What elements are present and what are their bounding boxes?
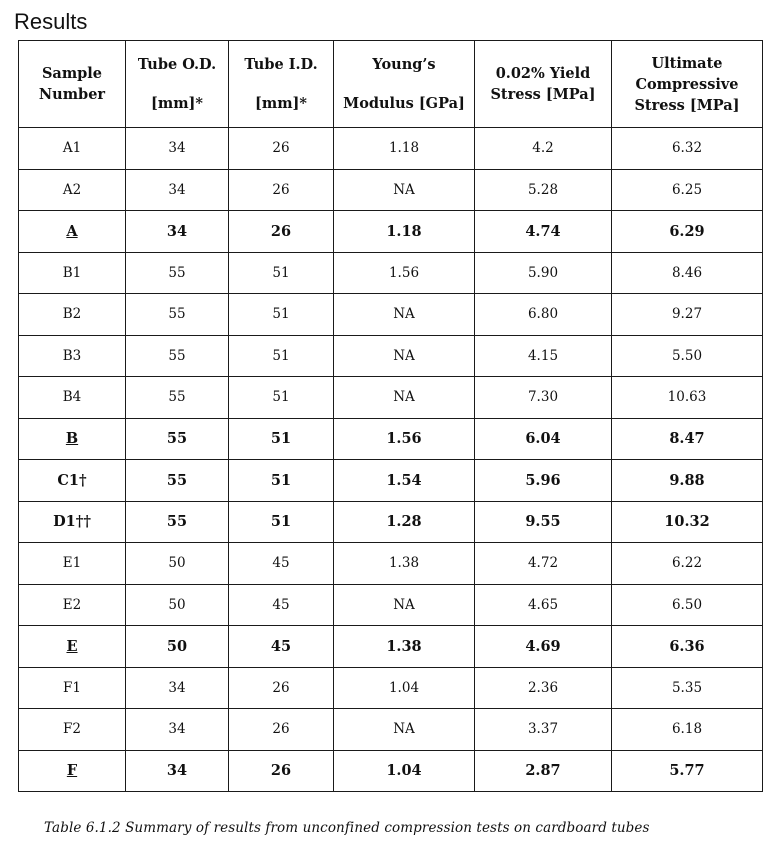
column-header-sample-number [19, 41, 126, 128]
od-cell: 34 [126, 169, 229, 211]
table-row [19, 709, 763, 751]
modulus-cell: 1.28 [334, 501, 475, 543]
od-cell: 55 [126, 294, 229, 336]
modulus-cell: 1.56 [334, 252, 475, 294]
ultimate-cell: 8.46 [612, 252, 763, 294]
yield-cell: 6.04 [475, 418, 612, 460]
modulus-cell: NA [334, 169, 475, 211]
column-header-line: Tube I.D. [244, 56, 318, 73]
modulus-cell: NA [334, 294, 475, 336]
id-cell: 51 [229, 335, 334, 377]
yield-cell: 4.74 [475, 211, 612, 253]
table-row [19, 377, 763, 419]
yield-cell: 3.37 [475, 709, 612, 751]
modulus-cell: 1.56 [334, 418, 475, 460]
id-cell: 51 [229, 252, 334, 294]
yield-cell: 5.96 [475, 460, 612, 502]
od-cell: 55 [126, 418, 229, 460]
id-cell: 51 [229, 501, 334, 543]
table-row [19, 501, 763, 543]
id-cell: 26 [229, 750, 334, 792]
sample-cell: B4 [19, 377, 126, 419]
table-row [19, 169, 763, 211]
od-cell: 34 [126, 750, 229, 792]
yield-cell: 4.2 [475, 128, 612, 170]
modulus-cell: 1.18 [334, 211, 475, 253]
ultimate-cell: 9.27 [612, 294, 763, 336]
od-cell: 55 [126, 501, 229, 543]
section-heading: Results [14, 9, 88, 34]
od-cell: 55 [126, 252, 229, 294]
table-row [19, 128, 763, 170]
id-cell: 26 [229, 169, 334, 211]
od-cell: 34 [126, 128, 229, 170]
modulus-cell: 1.04 [334, 750, 475, 792]
table-row [19, 626, 763, 668]
yield-cell: 5.90 [475, 252, 612, 294]
yield-cell: 9.55 [475, 501, 612, 543]
sample-cell: C1† [19, 460, 126, 502]
column-header-yield-stress [475, 41, 612, 128]
sample-cell: E2 [19, 584, 126, 626]
modulus-cell: NA [334, 377, 475, 419]
ultimate-cell: 9.88 [612, 460, 763, 502]
sample-cell: A1 [19, 128, 126, 170]
modulus-cell: 1.54 [334, 460, 475, 502]
table-row [19, 252, 763, 294]
sample-cell: A2 [19, 169, 126, 211]
table-row [19, 543, 763, 585]
table-row [19, 584, 763, 626]
column-header-line: Sample [41, 65, 103, 82]
ultimate-cell: 6.32 [612, 128, 763, 170]
column-header-line: 0.02% Yield [495, 65, 591, 82]
sample-cell: E1 [19, 543, 126, 585]
od-cell: 50 [126, 543, 229, 585]
table-row [19, 418, 763, 460]
od-cell: 34 [126, 667, 229, 709]
yield-cell: 4.72 [475, 543, 612, 585]
column-header-line: [mm]* [255, 95, 307, 112]
modulus-cell: 1.38 [334, 626, 475, 668]
yield-cell: 4.69 [475, 626, 612, 668]
yield-cell: 4.65 [475, 584, 612, 626]
id-cell: 45 [229, 626, 334, 668]
id-cell: 51 [229, 418, 334, 460]
ultimate-cell: 6.18 [612, 709, 763, 751]
ultimate-cell: 6.22 [612, 543, 763, 585]
modulus-cell: 1.38 [334, 543, 475, 585]
table-body [19, 128, 763, 792]
sample-cell: B1 [19, 252, 126, 294]
table-row [19, 667, 763, 709]
od-cell: 55 [126, 377, 229, 419]
id-cell: 45 [229, 584, 334, 626]
sample-cell: A [19, 211, 126, 253]
id-cell: 26 [229, 667, 334, 709]
id-cell: 45 [229, 543, 334, 585]
od-cell: 34 [126, 709, 229, 751]
od-cell: 55 [126, 335, 229, 377]
ultimate-cell: 8.47 [612, 418, 763, 460]
table-row [19, 460, 763, 502]
column-header-ultimate-stress [612, 41, 763, 128]
column-header-line: Tube O.D. [137, 56, 217, 73]
ultimate-cell: 5.50 [612, 335, 763, 377]
ultimate-cell: 6.36 [612, 626, 763, 668]
column-header-tube-od [126, 41, 229, 128]
column-header-line: Young’s [372, 56, 436, 73]
yield-cell: 6.80 [475, 294, 612, 336]
results-table [18, 40, 763, 792]
modulus-cell: 1.18 [334, 128, 475, 170]
yield-cell: 4.15 [475, 335, 612, 377]
column-header-youngs-modulus [334, 41, 475, 128]
sample-cell: F2 [19, 709, 126, 751]
id-cell: 51 [229, 377, 334, 419]
od-cell: 55 [126, 460, 229, 502]
id-cell: 51 [229, 460, 334, 502]
ultimate-cell: 10.63 [612, 377, 763, 419]
yield-cell: 7.30 [475, 377, 612, 419]
sample-cell: F [19, 750, 126, 792]
modulus-cell: NA [334, 584, 475, 626]
od-cell: 50 [126, 584, 229, 626]
od-cell: 34 [126, 211, 229, 253]
yield-cell: 2.36 [475, 667, 612, 709]
ultimate-cell: 6.25 [612, 169, 763, 211]
sample-cell: D1†† [19, 501, 126, 543]
id-cell: 26 [229, 709, 334, 751]
id-cell: 26 [229, 211, 334, 253]
ultimate-cell: 5.77 [612, 750, 763, 792]
yield-cell: 5.28 [475, 169, 612, 211]
column-header-tube-id [229, 41, 334, 128]
table-caption: Table 6.1.2 Summary of results from unconfined compression tests on cardboard tubes [44, 820, 650, 836]
table-header-row [19, 41, 763, 128]
id-cell: 51 [229, 294, 334, 336]
sample-cell: B [19, 418, 126, 460]
ultimate-cell: 6.50 [612, 584, 763, 626]
table-row [19, 750, 763, 792]
sample-cell: B3 [19, 335, 126, 377]
od-cell: 50 [126, 626, 229, 668]
ultimate-cell: 6.29 [612, 211, 763, 253]
table-row [19, 294, 763, 336]
modulus-cell: NA [334, 709, 475, 751]
sample-cell: B2 [19, 294, 126, 336]
column-header-line: Modulus [GPa] [343, 95, 465, 112]
sample-cell: F1 [19, 667, 126, 709]
modulus-cell: 1.04 [334, 667, 475, 709]
table-row [19, 211, 763, 253]
ultimate-cell: 5.35 [612, 667, 763, 709]
column-header-line: Ultimate Compressive [635, 54, 739, 93]
column-header-line: [mm]* [151, 95, 203, 112]
modulus-cell: NA [334, 335, 475, 377]
column-header-line: Stress [MPa] [490, 86, 596, 103]
column-header-line: Stress [MPa] [634, 96, 740, 114]
sample-cell: E [19, 626, 126, 668]
ultimate-cell: 10.32 [612, 501, 763, 543]
yield-cell: 2.87 [475, 750, 612, 792]
column-header-line: Number [38, 86, 106, 103]
table-row [19, 335, 763, 377]
id-cell: 26 [229, 128, 334, 170]
